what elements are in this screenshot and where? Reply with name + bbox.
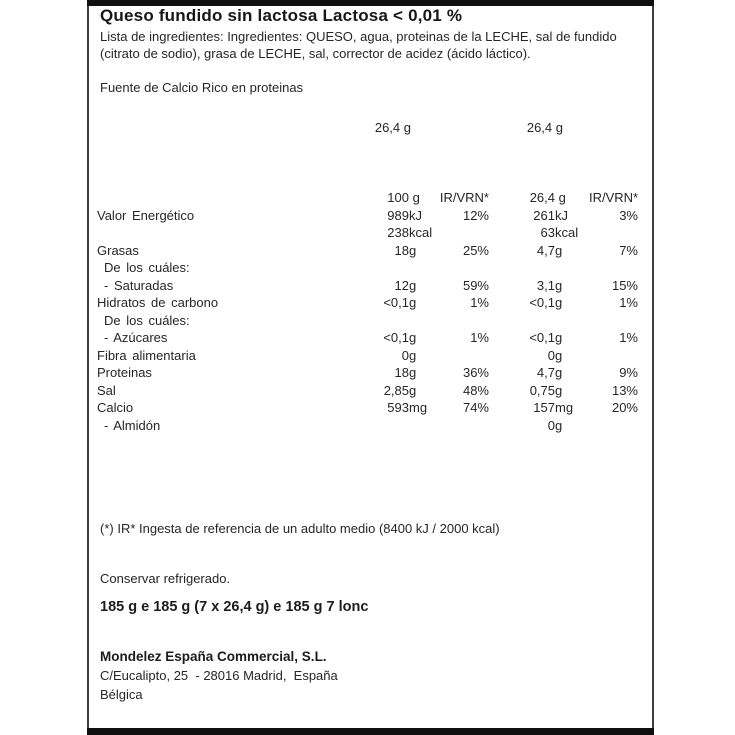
pct-ri-per-100g (439, 312, 489, 330)
ingredients-text: Lista de ingredientes: Ingredientes: QUESO, agua, proteinas de la LECHE, sal de fundido (citrato de sodio), grasa de LECHE, sal, corrector de acidez (ácido láctico). (100, 29, 621, 61)
manufacturer-name: Mondelez España Commercial, S.L. (100, 649, 327, 664)
col-header-per-portion: 26,4 (529, 190, 555, 205)
value-per-portion: <0,1 (529, 295, 555, 310)
pct-ri-per-100g: 36% (462, 365, 489, 380)
value-per-100g: <0,1 (383, 295, 409, 310)
unit-per-portion: g (555, 382, 563, 398)
reference-intake-footnote: (*) IR* Ingesta de referencia de un adulto medio (8400 kJ / 2000 kcal) (100, 521, 500, 536)
nutrient-label: Valor Energético (97, 207, 195, 223)
label-box (87, 0, 654, 735)
pct-ri-per-100g: 59% (462, 277, 489, 293)
value-per-portion: 157 (533, 400, 555, 415)
unit-per-portion (555, 312, 589, 330)
nutrient-label: - Almidón (104, 417, 161, 433)
unit-per-100g: g (409, 330, 417, 345)
col-header-per-100g: 100 (387, 190, 409, 205)
pct-ri-per-100g: 74% (462, 400, 489, 415)
pct-ri-per-100g (439, 417, 489, 435)
pct-ri-per-portion: 1% (619, 295, 638, 310)
unit-per-100g (409, 312, 439, 330)
value-per-100g: 238 (387, 225, 409, 240)
nutrient-label: De los cuáles: (104, 312, 190, 328)
value-per-portion: 0,75 (529, 382, 555, 398)
net-weight: 185 g e 185 g (7 x 26,4 g) e 185 g 7 lonc (100, 599, 369, 615)
value-per-100g: 18 (394, 242, 409, 258)
country: Bélgica (100, 687, 143, 702)
unit-per-portion: g (555, 295, 563, 310)
unit-per-portion: g (555, 242, 563, 258)
pct-ri-per-portion (589, 259, 638, 277)
unit-per-portion: g (555, 330, 563, 345)
nutrient-label: Hidratos de carbono (97, 295, 219, 310)
nutrient-label: - Saturadas (104, 277, 174, 293)
pct-ri-per-portion (589, 224, 638, 242)
nutrient-label (96, 224, 374, 242)
nutrition-claims: Fuente de Calcio Rico en proteinas (100, 80, 304, 95)
unit-per-portion (555, 259, 589, 277)
value-per-portion: 4,7 (536, 365, 555, 380)
pct-ri-per-100g: 1% (470, 295, 489, 310)
value-per-100g (374, 417, 409, 435)
value-per-100g: 12 (394, 277, 409, 293)
value-per-portion: 63 (540, 225, 555, 240)
unit-per-portion: g (555, 277, 563, 293)
value-per-portion: 261 (533, 207, 555, 223)
col-header-unit-portion: g (555, 190, 566, 205)
pct-ri-per-100g: 1% (470, 330, 489, 345)
unit-per-portion: kcal (555, 225, 579, 240)
value-per-100g: <0,1 (383, 330, 409, 345)
value-per-100g: 18 (394, 365, 409, 380)
nutrient-label: Fibra alimentaria (97, 347, 196, 363)
pct-ri-per-portion: 1% (619, 330, 638, 345)
value-per-portion: 0 (547, 347, 555, 363)
unit-per-100g: g (409, 277, 417, 293)
pct-ri-per-portion: 3% (619, 207, 638, 223)
unit-per-portion: g (555, 365, 563, 380)
value-per-portion (489, 259, 555, 277)
pct-ri-per-portion: 9% (619, 365, 638, 380)
nutrient-label: Calcio (97, 400, 134, 415)
table-header-label (96, 189, 374, 207)
unit-per-100g (409, 259, 439, 277)
unit-per-portion: g (555, 347, 563, 363)
pct-ri-per-100g (439, 259, 489, 277)
unit-per-portion: kJ (555, 207, 568, 223)
value-per-portion: <0,1 (529, 330, 555, 345)
bottom-border-bar (87, 728, 654, 735)
pct-ri-per-portion: 7% (619, 242, 638, 258)
unit-per-portion: g (555, 417, 563, 433)
pct-ri-per-100g (439, 347, 489, 365)
col-header-irvrn-portion: IR/VRN* (589, 190, 639, 205)
unit-per-100g: kJ (409, 207, 422, 223)
unit-per-100g: mg (409, 400, 428, 415)
value-per-portion: 3,1 (536, 277, 555, 293)
nutrient-label: - Azúcares (104, 330, 168, 345)
nutrient-label: Grasas (97, 242, 139, 258)
nutrient-label: De los cuáles: (104, 260, 190, 275)
pct-ri-per-portion (589, 417, 638, 435)
pct-ri-per-100g (439, 224, 489, 242)
storage-instructions: Conservar refrigerado. (100, 571, 231, 586)
col-header-unit-100g: g (409, 190, 420, 205)
unit-per-100g: g (409, 295, 417, 310)
value-per-portion: 4,7 (536, 242, 555, 258)
unit-per-100g: g (409, 365, 417, 380)
unit-per-100g: kcal (409, 225, 433, 240)
value-per-portion (489, 312, 555, 330)
nutrition-table (96, 189, 638, 434)
unit-per-100g: g (409, 347, 417, 363)
value-per-portion: 0 (547, 417, 555, 433)
pct-ri-per-100g: 25% (462, 242, 489, 258)
value-per-100g (374, 259, 409, 277)
pct-ri-per-portion: 13% (611, 382, 638, 398)
unit-per-portion: mg (555, 400, 574, 415)
value-per-100g: 2,85 (383, 382, 409, 398)
product-title: Queso fundido sin lactosa Lactosa < 0,01 % (100, 6, 463, 25)
portion-size-right: 26,4 g (526, 120, 563, 135)
manufacturer-address: C/Eucalipto, 25 - 28016 Madrid, España (100, 668, 338, 683)
pct-ri-per-portion (589, 347, 638, 365)
pct-ri-per-100g: 48% (462, 382, 489, 398)
nutrient-label: Proteinas (97, 365, 152, 380)
col-header-irvrn-100g: IR/VRN* (439, 190, 489, 205)
value-per-100g: 989 (387, 207, 409, 223)
nutrient-label: Sal (97, 382, 116, 398)
unit-per-100g (409, 417, 439, 435)
pct-ri-per-portion: 20% (611, 400, 638, 415)
pct-ri-per-portion (589, 312, 638, 330)
portion-size-left: 26,4 g (374, 120, 411, 135)
unit-per-100g: g (409, 242, 417, 258)
unit-per-100g: g (409, 382, 417, 398)
pct-ri-per-100g: 12% (462, 207, 489, 223)
pct-ri-per-portion: 15% (611, 277, 638, 293)
value-per-100g: 593 (387, 400, 409, 415)
value-per-100g (374, 312, 409, 330)
value-per-100g: 0 (401, 347, 409, 363)
